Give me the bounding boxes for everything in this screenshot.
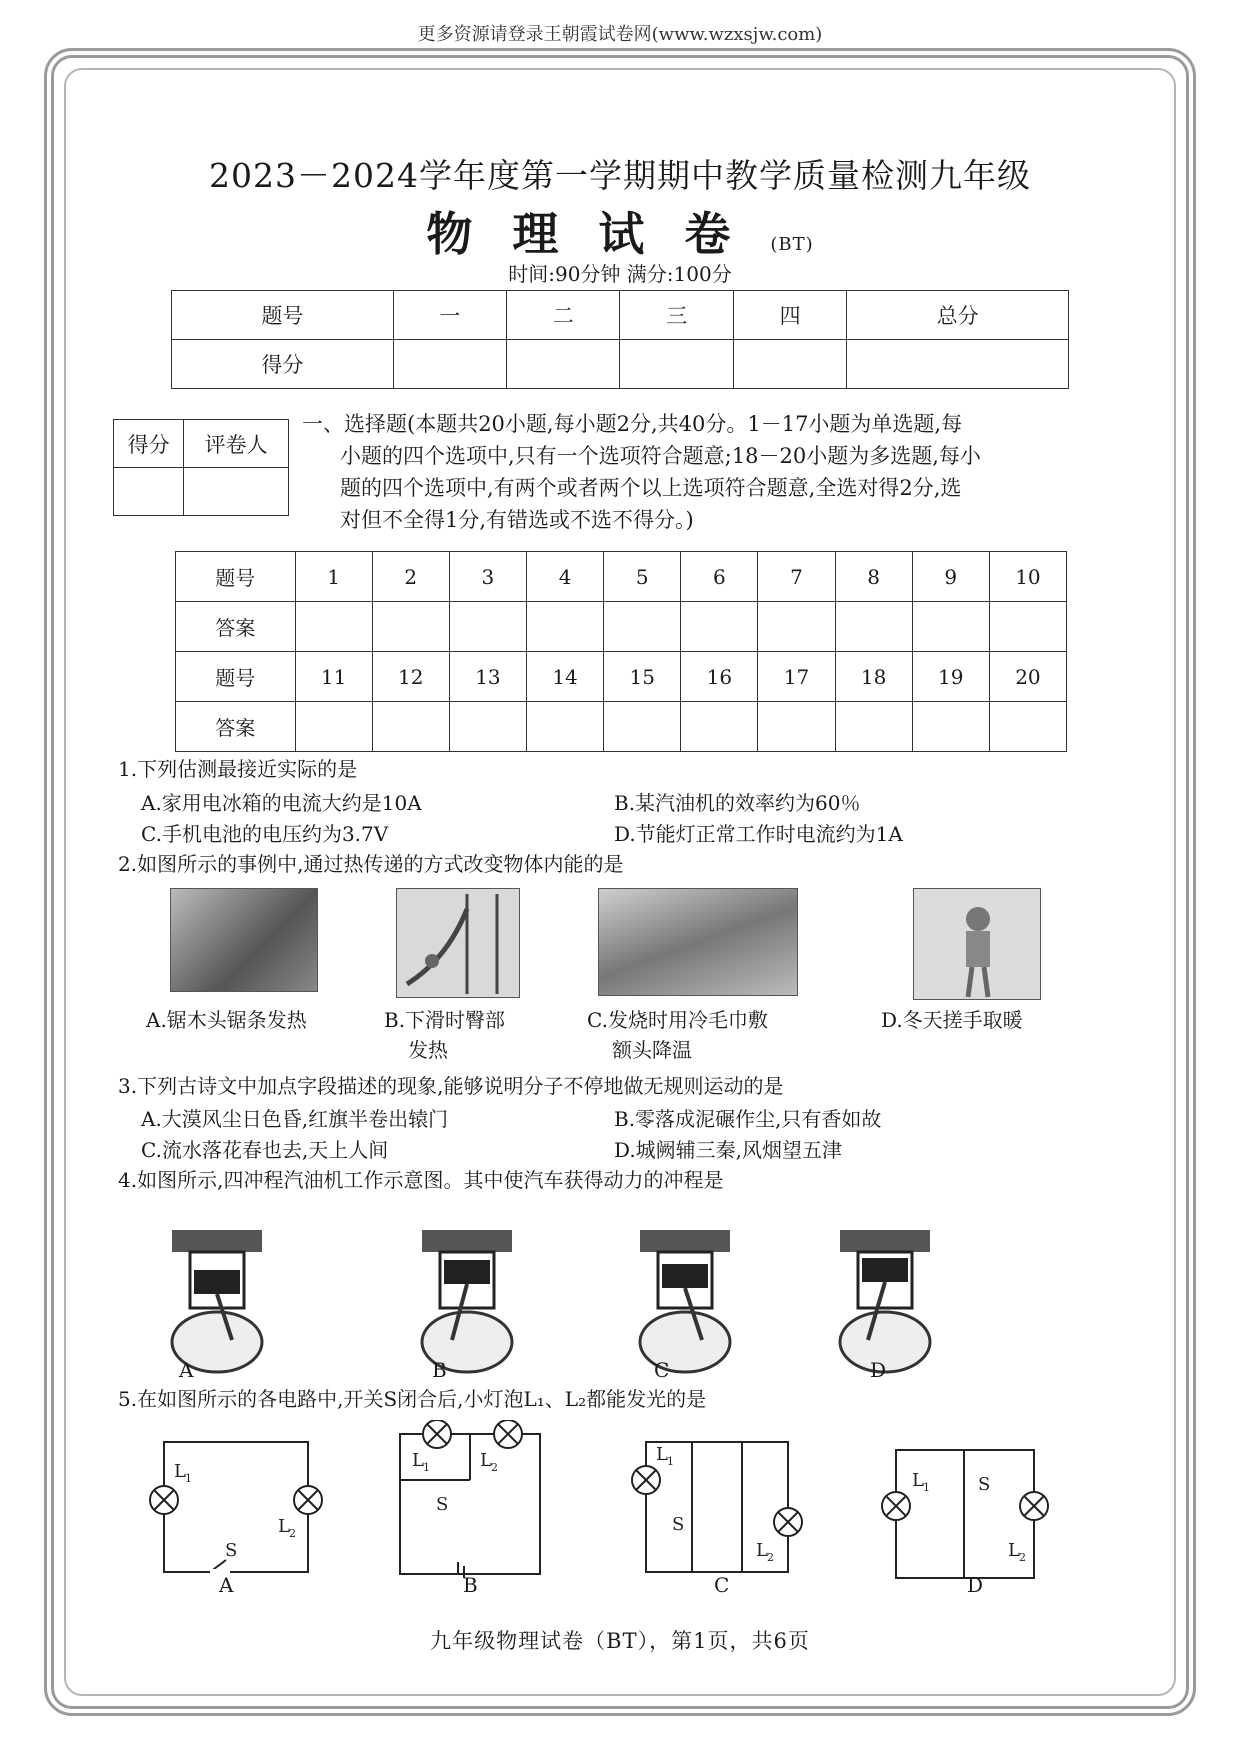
q2-caption-b1: B.下滑时臀部	[384, 1008, 506, 1032]
question-number: 9	[912, 552, 989, 602]
label-l1-sub: 1	[923, 1481, 930, 1494]
answer-cell	[912, 602, 989, 652]
score-cell: 二	[507, 291, 620, 340]
subject-title	[0, 198, 1240, 264]
label-l2-sub: 2	[1019, 1551, 1026, 1564]
q4-label-a: A	[179, 1358, 194, 1382]
q5-label-b: B	[463, 1573, 478, 1597]
page-footer: 九年级物理试卷（BT），第1页，共6页	[430, 1629, 810, 1653]
section-line: 小题的四个选项中,只有一个选项符合题意;18－20小题为多选题,每小	[340, 444, 981, 468]
circuit-diagrams	[130, 1420, 1070, 1600]
answer-table	[175, 551, 1067, 752]
q3-stem: 3.下列古诗文中加点字段描述的现象,能够说明分子不停地做无规则运动的是	[118, 1074, 784, 1098]
section-line: 一、选择题(本题共20小题,每小题2分,共40分。1－17小题为单选题,每	[302, 412, 963, 436]
question-number: 12	[372, 652, 449, 702]
q4-label-c: C	[654, 1358, 670, 1382]
q3-option-a: A.大漠风尘日色昏,红旗半卷出辕门	[141, 1107, 449, 1131]
answer-label: 答案	[176, 602, 296, 652]
q1-option-d: D.节能灯正常工作时电流约为1A	[614, 822, 903, 846]
answer-cell	[681, 602, 758, 652]
answer-blank-row	[176, 702, 1067, 752]
q4-label-b: B	[432, 1358, 447, 1382]
score-cell	[733, 340, 846, 389]
section-line: 对但不全得1分,有错选或不选不得分。)	[340, 508, 694, 532]
rub-hands-image	[913, 888, 1041, 1000]
question-number: 17	[758, 652, 835, 702]
engine-d	[840, 1230, 930, 1372]
question-number: 15	[604, 652, 681, 702]
q4-label-d: D	[870, 1358, 887, 1382]
label-s: S	[225, 1540, 238, 1561]
q5-label-a: A	[219, 1573, 234, 1597]
label-l1: L	[174, 1461, 186, 1482]
answer-cell	[604, 702, 681, 752]
question-number: 13	[449, 652, 526, 702]
score-cell: 题号	[172, 291, 394, 340]
question-number: 19	[912, 652, 989, 702]
engine-diagrams	[130, 1200, 950, 1380]
rub-hands-drawing	[914, 889, 1042, 1001]
answer-cell	[912, 702, 989, 752]
q2-caption-a: A.锯木头锯条发热	[146, 1008, 307, 1032]
answer-cell	[295, 702, 372, 752]
label-s: S	[978, 1474, 991, 1495]
q3-option-b: B.零落成泥碾作尘,只有香如故	[614, 1107, 882, 1131]
question-number: 16	[681, 652, 758, 702]
score-table-row	[172, 340, 1069, 389]
exam-title: 2023－2024学年度第一学期期中教学质量检测九年级	[209, 156, 1031, 195]
section-one-instructions	[302, 408, 1122, 536]
label-l2: L	[278, 1516, 290, 1537]
answer-label: 题号	[176, 652, 296, 702]
question-number: 3	[449, 552, 526, 602]
answer-blank-row	[176, 602, 1067, 652]
answer-cell	[758, 602, 835, 652]
q5-stem: 5.在如图所示的各电路中,开关S闭合后,小灯泡L₁、L₂都能发光的是	[118, 1387, 707, 1411]
score-cell	[847, 340, 1069, 389]
label-l1: L	[656, 1444, 668, 1465]
label-l2-sub: 2	[289, 1527, 296, 1540]
answer-cell	[526, 702, 603, 752]
q4-stem: 4.如图所示,四冲程汽油机工作示意图。其中使汽车获得动力的冲程是	[118, 1168, 724, 1192]
answer-label: 题号	[176, 552, 296, 602]
score-cell	[393, 340, 506, 389]
question-number: 6	[681, 552, 758, 602]
score-cell: 一	[393, 291, 506, 340]
slide-drawing	[397, 889, 521, 999]
answer-cell	[989, 602, 1066, 652]
q2-stem: 2.如图所示的事例中,通过热传递的方式改变物体内能的是	[118, 852, 624, 876]
answer-number-row	[176, 552, 1067, 602]
label-l2: L	[480, 1450, 492, 1471]
source-line: 更多资源请登录王朝霞试卷网(www.wzxsjw.com)	[417, 24, 823, 45]
question-number: 5	[604, 552, 681, 602]
score-table	[171, 290, 1069, 389]
grader-score-label: 得分	[114, 420, 184, 468]
score-cell	[620, 340, 733, 389]
subject-title-text: 物理试卷	[426, 207, 771, 261]
q2-caption-c1: C.发烧时用冷毛巾敷	[587, 1008, 768, 1032]
grader-name-cell	[184, 468, 289, 516]
label-s: S	[436, 1494, 449, 1515]
question-number: 4	[526, 552, 603, 602]
q1-option-c: C.手机电池的电压约为3.7V	[141, 822, 389, 846]
answer-cell	[449, 602, 526, 652]
q2-caption-c2: 额头降温	[612, 1038, 692, 1062]
answer-cell	[835, 702, 912, 752]
score-table-row	[172, 291, 1069, 340]
answer-cell	[604, 602, 681, 652]
label-l2-sub: 2	[767, 1551, 774, 1564]
q5-label-c: C	[714, 1573, 730, 1597]
fever-towel-image	[598, 888, 798, 996]
question-number: 11	[295, 652, 372, 702]
question-number: 14	[526, 652, 603, 702]
question-number: 7	[758, 552, 835, 602]
slide-image	[396, 888, 520, 998]
answer-cell	[835, 602, 912, 652]
label-l1-sub: 1	[667, 1455, 674, 1468]
score-cell: 得分	[172, 340, 394, 389]
question-number: 2	[372, 552, 449, 602]
question-number: 1	[295, 552, 372, 602]
circuit-d	[882, 1450, 1048, 1578]
version-suffix: (BT)	[770, 234, 814, 255]
q2-caption-b2: 发热	[408, 1038, 448, 1062]
q1-stem: 1.下列估测最接近实际的是	[118, 757, 358, 781]
circuit-c	[632, 1442, 802, 1572]
label-l1: L	[912, 1470, 924, 1491]
score-cell: 四	[733, 291, 846, 340]
question-number: 18	[835, 652, 912, 702]
saw-wood-image	[170, 888, 318, 992]
score-cell: 三	[620, 291, 733, 340]
label-l1-sub: 1	[185, 1472, 192, 1485]
q5-label-d: D	[967, 1573, 984, 1597]
circuit-b	[400, 1420, 540, 1578]
answer-cell	[372, 702, 449, 752]
answer-cell	[449, 702, 526, 752]
section-line: 题的四个选项中,有两个或者两个以上选项符合题意,全选对得2分,选	[340, 476, 962, 500]
answer-cell	[526, 602, 603, 652]
answer-cell	[989, 702, 1066, 752]
engine-b	[422, 1230, 512, 1372]
question-number: 8	[835, 552, 912, 602]
q2-caption-d: D.冬天搓手取暖	[881, 1008, 1023, 1032]
engine-a	[172, 1230, 262, 1372]
label-s: S	[672, 1514, 685, 1535]
answer-cell	[681, 702, 758, 752]
time-info: 时间:90分钟 满分:100分	[508, 262, 732, 286]
q1-option-a: A.家用电冰箱的电流大约是10A	[141, 791, 422, 815]
label-l1-sub: 1	[423, 1461, 430, 1474]
circuit-a	[150, 1442, 322, 1575]
label-l2: L	[1008, 1540, 1020, 1561]
answer-number-row	[176, 652, 1067, 702]
answer-cell	[372, 602, 449, 652]
engine-c	[640, 1230, 730, 1372]
q3-option-c: C.流水落花春也去,天上人间	[141, 1138, 389, 1162]
q3-option-d: D.城阙辅三秦,风烟望五津	[614, 1138, 843, 1162]
answer-label: 答案	[176, 702, 296, 752]
question-number: 10	[989, 552, 1066, 602]
answer-cell	[295, 602, 372, 652]
label-l2-sub: 2	[491, 1461, 498, 1474]
question-number: 20	[989, 652, 1066, 702]
grader-score-cell	[114, 468, 184, 516]
grader-name-label: 评卷人	[184, 420, 289, 468]
label-l1: L	[412, 1450, 424, 1471]
score-cell: 总分	[847, 291, 1069, 340]
grader-table	[113, 419, 289, 516]
q1-option-b: B.某汽油机的效率约为60％	[614, 791, 861, 815]
answer-cell	[758, 702, 835, 752]
label-l2: L	[756, 1540, 768, 1561]
score-cell	[507, 340, 620, 389]
